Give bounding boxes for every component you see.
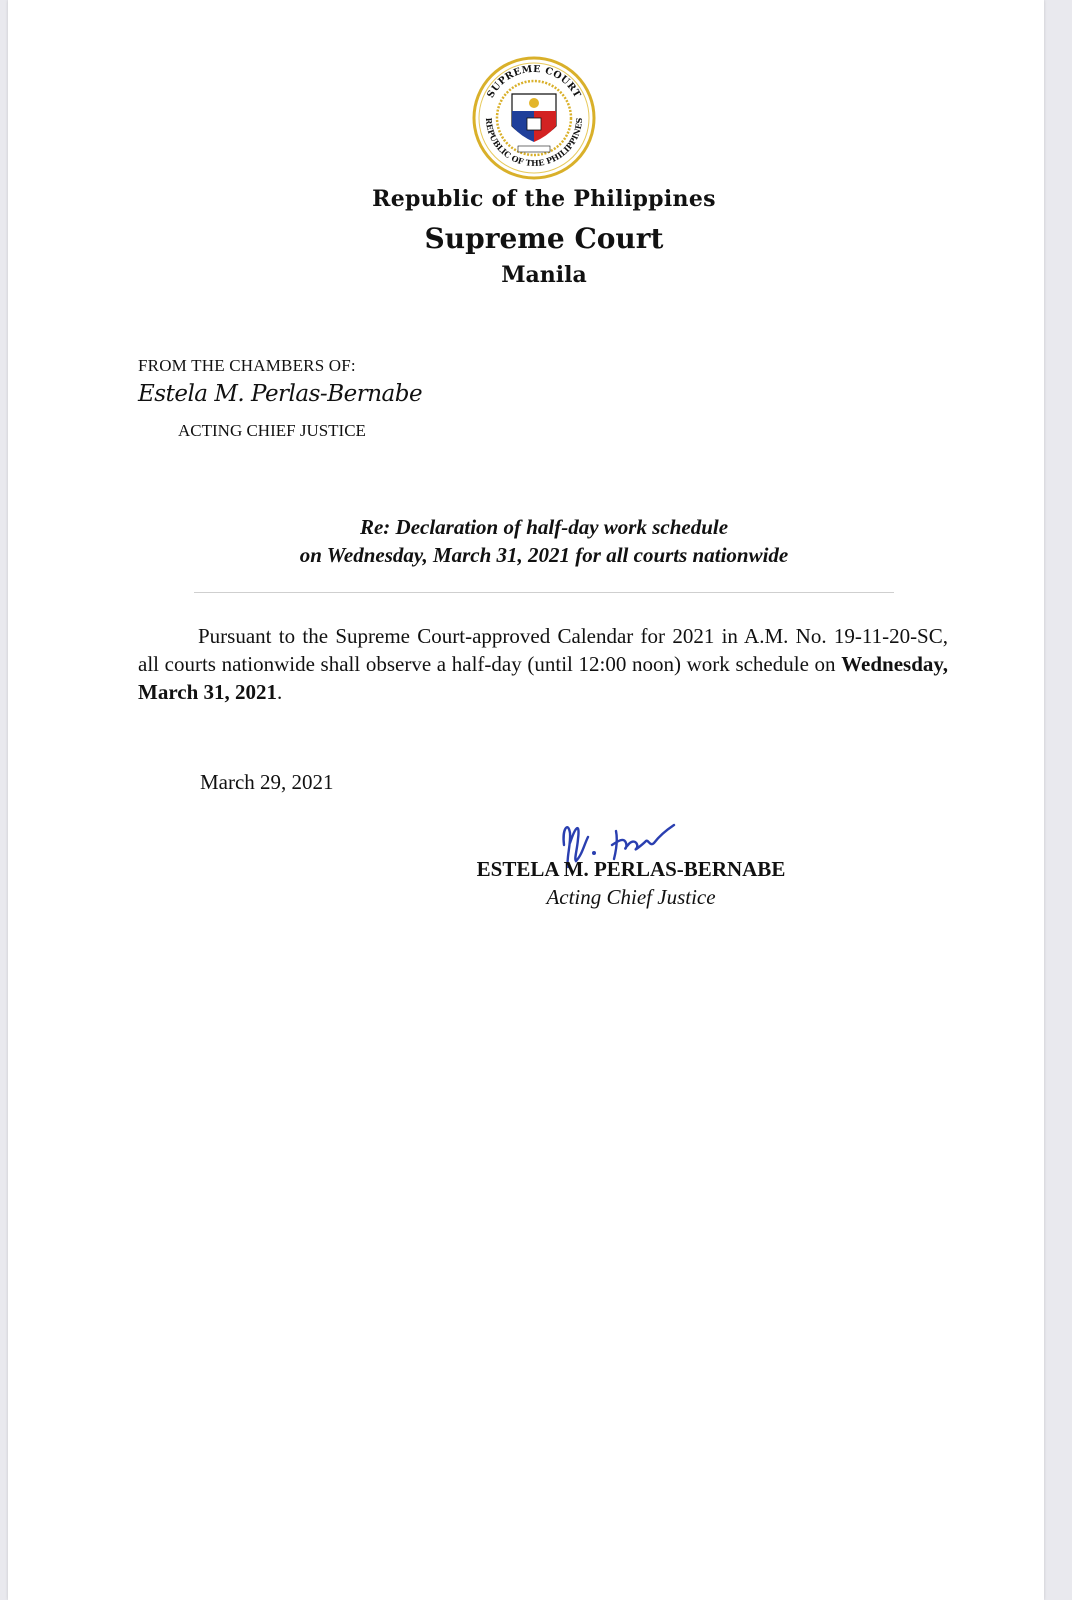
supreme-court-seal [472, 56, 596, 180]
subject-line-2: on Wednesday, March 31, 2021 for all courts nationwide [299, 543, 789, 567]
body-paragraph [138, 622, 948, 706]
letterhead-city: Manila [501, 262, 587, 288]
chambers-title: ACTING CHIEF JUSTICE [178, 421, 366, 440]
body-text-after: . [277, 680, 283, 704]
svg-text:SUPREME COURT: SUPREME COURT [485, 63, 583, 100]
letterhead-country: Republic of the Philippines [372, 186, 716, 212]
chambers-label: FROM THE CHAMBERS OF: [138, 356, 356, 375]
subject-line-1: Re: Declaration of half-day work schedule [359, 515, 729, 539]
document-page [8, 0, 1044, 1600]
body-emphasis: Wednesday, March 31, 2021 [138, 652, 948, 704]
subject-line [8, 513, 1072, 569]
document-date: March 29, 2021 [200, 770, 334, 794]
subject-divider [194, 592, 894, 593]
signatory-name: ESTELA M. PERLAS-BERNABE [476, 857, 786, 881]
letterhead-court: Supreme Court [424, 222, 664, 255]
body-text-before: Pursuant to the Supreme Court-approved Calendar for 2021 in A.M. No. 19-11-20-SC, all courts nationwide shall observe a half-day (until 12:00 noon) work schedule on [138, 624, 948, 676]
signatory-title: Acting Chief Justice [546, 885, 716, 909]
chambers-name: Estela M. Perlas-Bernabe [138, 381, 423, 407]
svg-text:REPUBLIC OF THE PHILIPPINES: REPUBLIC OF THE PHILIPPINES [483, 117, 585, 169]
